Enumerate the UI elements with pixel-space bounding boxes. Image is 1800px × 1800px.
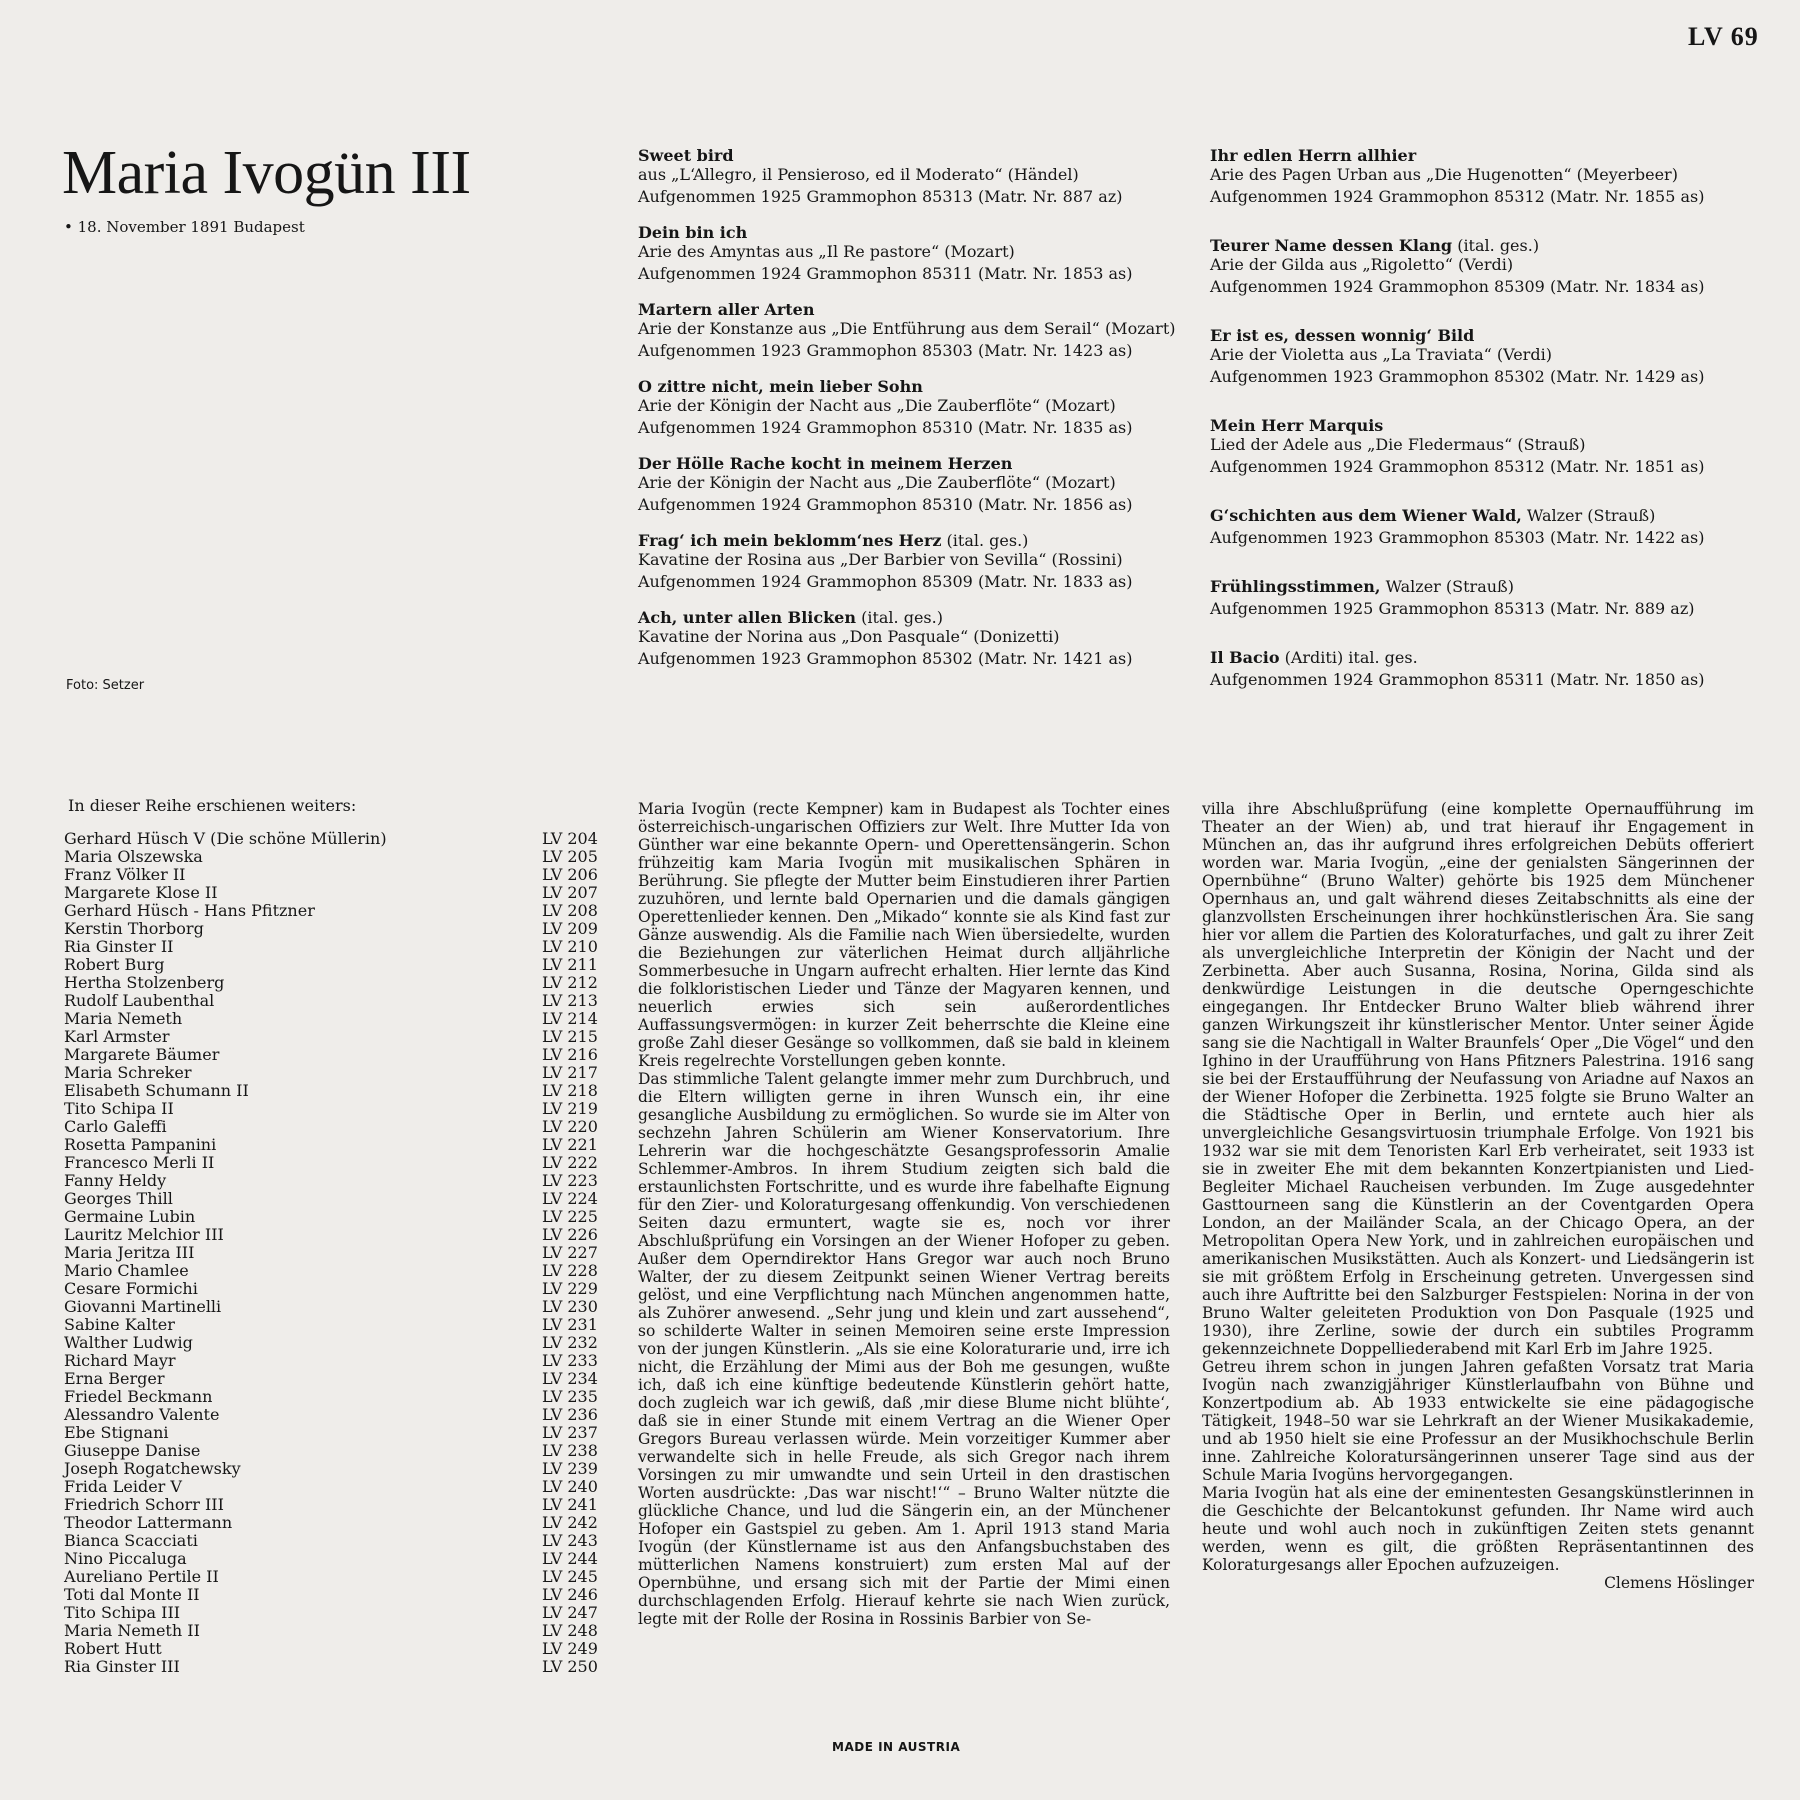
track-title: Ihr edlen Herrn allhier [1210,146,1417,165]
track-entry [638,454,1178,514]
series-artist: Nino Piccaluga [64,1549,187,1568]
series-catalog-number: LV 221 [542,1135,598,1154]
birth-date: • 18. November 1891 Budapest [64,218,305,236]
series-artist: Frida Leider V [64,1477,182,1496]
track-entry [638,608,1178,668]
series-item [64,920,604,938]
series-artist: Maria Nemeth II [64,1621,200,1640]
series-item [64,1514,604,1532]
series-artist: Carlo Galeffi [64,1117,167,1136]
series-artist: Toti dal Monte II [64,1585,200,1604]
series-artist: Tito Schipa III [64,1603,181,1622]
series-item [64,1424,604,1442]
series-catalog-number: LV 215 [542,1027,598,1046]
series-item [64,1496,604,1514]
series-catalog-number: LV 223 [542,1171,598,1190]
series-item [64,866,604,884]
series-item [64,1532,604,1550]
series-item [64,1370,604,1388]
track-description: Kavatine der Rosina aus „Der Barbier von Sevilla“ (Rossini) [638,550,1123,569]
series-artist: Giovanni Martinelli [64,1297,222,1316]
track-heading [1210,648,1750,667]
series-item [64,1064,604,1082]
series-artist: Maria Schreker [64,1063,192,1082]
series-artist: Joseph Rogatchewsky [64,1459,241,1478]
series-catalog-number: LV 235 [542,1387,598,1406]
series-catalog-number: LV 248 [542,1621,598,1640]
track-description: Arie der Königin der Nacht aus „Die Zauberflöte“ (Mozart) [638,473,1116,492]
track-description: Arie des Amyntas aus „Il Re pastore“ (Mozart) [638,242,1015,261]
series-artist: Germaine Lubin [64,1207,196,1226]
series-artist: Friedel Beckmann [64,1387,213,1406]
series-catalog-number: LV 214 [542,1009,598,1028]
series-catalog-number: LV 237 [542,1423,598,1442]
track-recording: Aufgenommen 1924 Grammophon 85311 (Matr. Nr. 1853 as) [638,264,1133,283]
track-entry [1210,648,1750,689]
series-catalog-number: LV 243 [542,1531,598,1550]
page-title: Maria Ivogün III [62,139,471,207]
series-item [64,1604,604,1622]
series-catalog-number: LV 229 [542,1279,598,1298]
series-catalog-number: LV 210 [542,937,598,956]
track-recording: Aufgenommen 1924 Grammophon 85310 (Matr. Nr. 1835 as) [638,418,1133,437]
series-item [64,1586,604,1604]
series-heading: In dieser Reihe erschienen weiters: [68,796,357,815]
series-item [64,1568,604,1586]
series-artist: Richard Mayr [64,1351,176,1370]
series-catalog-number: LV 219 [542,1099,598,1118]
series-catalog-number: LV 236 [542,1405,598,1424]
series-catalog-number: LV 226 [542,1225,598,1244]
series-catalog-number: LV 244 [542,1549,598,1568]
bio-author: Clemens Höslinger [1604,1574,1754,1592]
series-catalog-number: LV 220 [542,1117,598,1136]
series-item [64,1028,604,1046]
series-catalog-number: LV 224 [542,1189,598,1208]
series-catalog-number: LV 233 [542,1351,598,1370]
track-title: Er ist es, dessen wonnig‘ Bild [1210,326,1475,345]
track-title: Frag‘ ich mein beklomm‘nes Herz [638,531,942,550]
biography-column-2 [1202,800,1754,1592]
series-artist: Erna Berger [64,1369,165,1388]
track-entry [1210,146,1750,206]
track-heading [638,608,1178,627]
series-artist: Sabine Kalter [64,1315,175,1334]
series-artist: Robert Burg [64,955,165,974]
series-item [64,1154,604,1172]
series-artist: Lauritz Melchior III [64,1225,224,1244]
series-artist: Bianca Scacciati [64,1531,198,1550]
series-artist: Ria Ginster II [64,937,174,956]
series-catalog-number: LV 234 [542,1369,598,1388]
catalog-number: LV 69 [1688,22,1759,51]
track-list-left [638,146,1178,685]
track-recording: Aufgenommen 1924 Grammophon 85311 (Matr. Nr. 1850 as) [1210,670,1705,689]
bio-paragraph: Getreu ihrem schon in jungen Jahren gefaßten Vorsatz trat Maria Ivogün nach zwanzigjähriger Künstlerlaufbahn von Bühne und Konzertpodium ab. Ab 1933 entwickelte sie eine pädagogische Tätigkeit, 1948–50 war sie Lehrkraft an der Wiener Musikakademie, und ab 1950 hielt sie eine Professur an der Musikhochschule Berlin inne. Zahlreiche Koloratursängerinnen unserer Tage sind aus der Schule Maria Ivogüns hervorgegangen. [1202,1358,1754,1484]
track-description: aus „L‘Allegro, il Pensieroso, ed il Moderato“ (Händel) [638,165,1079,184]
bio-paragraph: Das stimmliche Talent gelangte immer mehr zum Durchbruch, und die Eltern willigten gerne in ihren Wunsch ein, ihr eine gesangliche Ausbildung zu ermöglichen. So wurde sie im Alter von sechzehn Jahren Schülerin am Wiener Konservatorium. Ihre Lehrerin war die hochgeschätzte Gesangsprofessorin Amalie Schlemmer-Ambros. In ihrem Studium zeigten sich bald die erstaunlichsten Fortschritte, und es wurde ihre fabelhafte Eignung für den Zier- und Koloraturgesang offenkundig. Von verschiedenen Seiten dazu ermuntert, wagte sie es, noch vor ihrer Abschlußprüfung ein Vorsingen an der Wiener Hofoper zu geben. Außer dem Operndirektor Hans Gregor war auch noch Bruno Walter, der zu diesem Zeitpunkt seinen Wiener Vertrag bereits gelöst, und eine Verpflichtung nach München angenommen hatte, als Zuhörer anwesend. „Sehr jung und klein und zart aussehend“, so schilderte Walter in seinen Memoiren seine erste Impression von der jungen Künstlerin. „Als sie eine Koloraturarie und, irre ich nicht, die Erzählung der Mimi aus der Boh me gesungen, wußte ich, daß ich eine künftige bedeutende Künstlerin gehört hatte, doch zugleich war ich gewiß, daß ‚mir diese Blume nicht blühte‘, daß sie in einer Stunde mit einem Vertrag an die Wiener Oper Gregors Bureau verlassen würde. Mein vorzeitiger Kummer aber verwandelte sich in helle Freude, als sich Gregor nach ihrem Vorsingen zu mir umwandte und sein Urteil in den drastischen Worten ausdrückte: ‚Das war nischt!‘“ – Bruno Walter nützte die glückliche Chance, und lud die Sängerin ein, an der Münchener Hofoper ein Gastspiel zu geben. Am 1. April 1913 stand Maria Ivogün (der Künstlername ist aus den Anfangsbuchstaben des mütterlichen Namens konstruiert) zum ersten Mal auf der Opernbühne, und ersang sich mit der Partie der Mimi einen durchschlagenden Erfolg. Hierauf kehrte sie nach Wien zurück, legte mit der Rolle der Rosina in Rossinis Barbier von Se- [638,1070,1170,1628]
series-artist: Elisabeth Schumann II [64,1081,249,1100]
track-heading [1210,326,1750,345]
track-recording: Aufgenommen 1923 Grammophon 85302 (Matr. Nr. 1421 as) [638,649,1133,668]
track-recording: Aufgenommen 1924 Grammophon 85312 (Matr. Nr. 1855 as) [1210,187,1705,206]
series-artist: Giuseppe Danise [64,1441,201,1460]
series-item [64,1442,604,1460]
series-artist: Friedrich Schorr III [64,1495,224,1514]
series-item [64,1262,604,1280]
series-catalog-number: LV 216 [542,1045,598,1064]
track-heading [1210,416,1750,435]
track-note: (Arditi) ital. ges. [1279,648,1418,667]
track-title: Martern aller Arten [638,300,815,319]
track-heading [1210,506,1750,525]
track-description: Arie der Gilda aus „Rigoletto“ (Verdi) [1210,255,1514,274]
track-entry [1210,416,1750,476]
series-item [64,1352,604,1370]
track-title: Sweet bird [638,146,734,165]
track-title: Der Hölle Rache kocht in meinem Herzen [638,454,1013,473]
series-item [64,938,604,956]
series-item [64,1280,604,1298]
series-catalog-number: LV 230 [542,1297,598,1316]
series-item [64,1550,604,1568]
series-catalog-number: LV 241 [542,1495,598,1514]
track-entry [638,300,1178,360]
series-catalog-number: LV 213 [542,991,598,1010]
track-recording: Aufgenommen 1923 Grammophon 85303 (Matr. Nr. 1423 as) [638,341,1133,360]
series-item [64,1208,604,1226]
series-catalog-number: LV 228 [542,1261,598,1280]
series-catalog-number: LV 249 [542,1639,598,1658]
track-title: Ach, unter allen Blicken [638,608,856,627]
series-item [64,1136,604,1154]
series-artist: Ria Ginster III [64,1657,180,1676]
series-item [64,1334,604,1352]
track-entry [638,531,1178,591]
series-artist: Franz Völker II [64,865,186,884]
series-catalog-number: LV 239 [542,1459,598,1478]
series-item [64,1010,604,1028]
track-note: Walzer (Strauß) [1380,577,1514,596]
series-catalog-number: LV 212 [542,973,598,992]
series-catalog-number: LV 232 [542,1333,598,1352]
track-list-right [1210,146,1750,719]
series-item [64,1100,604,1118]
track-heading [638,454,1178,473]
track-entry [638,377,1178,437]
series-artist: Robert Hutt [64,1639,162,1658]
track-title: Frühlingsstimmen, [1210,577,1381,596]
series-artist: Gerhard Hüsch - Hans Pfitzner [64,901,315,920]
track-recording: Aufgenommen 1924 Grammophon 85309 (Matr. Nr. 1834 as) [1210,277,1705,296]
series-item [64,1298,604,1316]
series-artist: Rosetta Pampanini [64,1135,217,1154]
series-artist: Fanny Heldy [64,1171,167,1190]
series-catalog-number: LV 222 [542,1153,598,1172]
series-artist: Margarete Bäumer [64,1045,220,1064]
track-title: Teurer Name dessen Klang [1210,236,1453,255]
series-item [64,1658,604,1676]
series-artist: Hertha Stolzenberg [64,973,225,992]
series-item [64,974,604,992]
series-artist: Cesare Formichi [64,1279,198,1298]
track-heading [638,531,1178,550]
track-heading [1210,146,1750,165]
series-item [64,1460,604,1478]
series-artist: Tito Schipa II [64,1099,174,1118]
series-catalog-number: LV 238 [542,1441,598,1460]
series-item [64,1316,604,1334]
track-title: Mein Herr Marquis [1210,416,1384,435]
series-item [64,1640,604,1658]
series-catalog-number: LV 218 [542,1081,598,1100]
track-entry [1210,577,1750,618]
series-item [64,1388,604,1406]
track-recording: Aufgenommen 1925 Grammophon 85313 (Matr. Nr. 887 az) [638,187,1123,206]
series-catalog-number: LV 247 [542,1603,598,1622]
series-artist: Maria Nemeth [64,1009,183,1028]
series-catalog-number: LV 217 [542,1063,598,1082]
series-catalog-number: LV 227 [542,1243,598,1262]
track-recording: Aufgenommen 1925 Grammophon 85313 (Matr. Nr. 889 az) [1210,599,1695,618]
series-artist: Margarete Klose II [64,883,218,902]
series-catalog-number: LV 250 [542,1657,598,1676]
series-item [64,1478,604,1496]
series-item [64,830,604,848]
bio-paragraph: Maria Ivogün (recte Kempner) kam in Budapest als Tochter eines österreichisch-ungarischen Offiziers zur Welt. Ihre Mutter Ida von Günther war eine bekannte Opern- und Operettensängerin. Schon frühzeitig kam Maria Ivogün mit musikalischen Sphären in Berührung. Sie pflegte der Mutter beim Einstudieren ihrer Partien zuzuhören, und lernte bald Opernarien und die damals gängigen Operettenlieder kennen. Den „Mikado“ konnte sie als Kind fast zur Gänze auswendig. Als die Familie nach Wien übersiedelte, wurden die Beziehungen zur väterlichen Heimat durch alljährliche Sommerbesuche in Ungarn aufrecht erhalten. Hier lernte das Kind die folkloristischen Lieder und Tänze der Magyaren kennen, und neuerlich erwies sich sein außerordentliches Auffassungsvermögen: in kurzer Zeit beherrschte die Kleine eine große Zahl dieser Gesänge so vollkommen, daß sie bald in kleinem Kreis regelrechte Vorstellungen geben konnte. [638,800,1170,1070]
track-description: Lied der Adele aus „Die Fledermaus“ (Strauß) [1210,435,1586,454]
track-recording: Aufgenommen 1923 Grammophon 85302 (Matr. Nr. 1429 as) [1210,367,1705,386]
series-artist: Gerhard Hüsch V (Die schöne Müllerin) [64,829,387,848]
series-catalog-number: LV 240 [542,1477,598,1496]
track-entry [638,223,1178,283]
series-catalog-number: LV 225 [542,1207,598,1226]
series-artist: Rudolf Laubenthal [64,991,215,1010]
series-item [64,848,604,866]
series-item [64,1244,604,1262]
series-item [64,956,604,974]
track-recording: Aufgenommen 1924 Grammophon 85310 (Matr. Nr. 1856 as) [638,495,1133,514]
track-description: Arie der Königin der Nacht aus „Die Zauberflöte“ (Mozart) [638,396,1116,415]
track-note: Walzer (Strauß) [1521,506,1656,525]
series-artist: Alessandro Valente [64,1405,220,1424]
track-description: Arie der Konstanze aus „Die Entführung aus dem Serail“ (Mozart) [638,319,1176,338]
track-entry [1210,506,1750,547]
series-item [64,992,604,1010]
series-catalog-number: LV 231 [542,1315,598,1334]
series-artist: Aureliano Pertile II [64,1567,219,1586]
track-heading [638,146,1178,165]
track-entry [638,146,1178,206]
series-catalog-number: LV 246 [542,1585,598,1604]
series-artist: Maria Jeritza III [64,1243,195,1262]
series-catalog-number: LV 209 [542,919,598,938]
series-artist: Georges Thill [64,1189,173,1208]
series-catalog-number: LV 208 [542,901,598,920]
track-description: Kavatine der Norina aus „Don Pasquale“ (Donizetti) [638,627,1060,646]
track-description: Arie der Violetta aus „La Traviata“ (Verdi) [1210,345,1552,364]
series-artist: Maria Olszewska [64,847,203,866]
track-title: Dein bin ich [638,223,748,242]
series-catalog-number: LV 211 [542,955,598,974]
series-item [64,902,604,920]
series-catalog-number: LV 204 [542,829,598,848]
series-item [64,1406,604,1424]
series-item [64,1226,604,1244]
track-heading [638,300,1178,319]
series-artist: Francesco Merli II [64,1153,215,1172]
track-heading [1210,577,1750,596]
track-title: Il Bacio [1210,648,1280,667]
track-note: (ital. ges.) [1452,236,1540,255]
track-title: G‘schichten aus dem Wiener Wald, [1210,506,1522,525]
series-list [64,830,604,1676]
track-recording: Aufgenommen 1923 Grammophon 85303 (Matr. Nr. 1422 as) [1210,528,1705,547]
series-artist: Ebe Stignani [64,1423,169,1442]
series-catalog-number: LV 245 [542,1567,598,1586]
made-in-label: MADE IN AUSTRIA [832,1740,961,1754]
series-item [64,1046,604,1064]
series-catalog-number: LV 207 [542,883,598,902]
track-heading [638,223,1178,242]
track-entry [1210,326,1750,386]
series-item [64,1190,604,1208]
track-heading [1210,236,1750,255]
track-recording: Aufgenommen 1924 Grammophon 85312 (Matr. Nr. 1851 as) [1210,457,1705,476]
series-item [64,1118,604,1136]
track-description: Arie des Pagen Urban aus „Die Hugenotten“ (Meyerbeer) [1210,165,1678,184]
track-entry [1210,236,1750,296]
track-title: O zittre nicht, mein lieber Sohn [638,377,923,396]
series-artist: Theodor Lattermann [64,1513,233,1532]
series-catalog-number: LV 206 [542,865,598,884]
series-catalog-number: LV 205 [542,847,598,866]
series-artist: Kerstin Thorborg [64,919,204,938]
bio-paragraph: Maria Ivogün hat als eine der eminentesten Gesangskünstlerinnen in die Geschichte der Belcantokunst gefunden. Ihr Name wird auch heute und wohl auch noch in zukünftigen Zeiten stets genannt werden, wenn es gilt, die größten Repräsentantinnen des Koloraturgesangs aller Epochen aufzuzeigen. [1202,1484,1754,1574]
bio-paragraph: villa ihre Abschlußprüfung (eine komplette Opernaufführung im Theater an der Wien) ab, und trat hierauf ihr Engagement in München an, das ihr aufgrund ihres erfolgreichen Debüts offeriert worden war. Maria Ivogün, „eine der genialsten Sängerinnen der Opernbühne“ (Bruno Walter) gehörte bis 1925 dem Münchener Opernhaus an, und galt während dieses Zeitabschnitts als eine der glanzvollsten Erscheinungen ihrer hochkünstlerischen Ära. Sie sang hier vor allem die Partien des Koloraturfaches, und galt zu ihrer Zeit als unvergleichliche Interpretin der Königin der Nacht und der Zerbinetta. Aber auch Susanna, Rosina, Norina, Gilda sind als denkwürdige Leistungen in die deutsche Operngeschichte eingegangen. Ihr Entdecker Bruno Walter blieb während ihrer ganzen Wirkungszeit ihr künstlerischer Mentor. Unter seiner Ägide sang sie die Nachtigall in Walter Braunfels‘ Oper „Die Vögel“ und den Ighino in der Uraufführung von Hans Pfitzners Palestrina. 1916 sang sie bei der Erstaufführung der Neufassung von Ariadne auf Naxos an der Wiener Hofoper die Zerbinetta. 1925 folgte sie Bruno Walter an die Städtische Oper in Berlin, und erntete auch hier als unvergleichliche Gesangsvirtuosin triumphale Erfolge. Von 1921 bis 1932 war sie mit dem Tenoristen Karl Erb verheiratet, seit 1933 ist sie in zweiter Ehe mit dem bekannten Konzertpianisten und Lied-Begleiter Michael Raucheisen verbunden. Im Zuge ausgedehnter Gasttourneen sang die Künstlerin an der Coventgarden Opera London, an der Mailänder Scala, an der Chicago Opera, an der Metropolitan Opera New York, und in zahlreichen europäischen und amerikanischen Musikstätten. Auch als Konzert- und Liedsängerin ist sie mit größtem Erfolg in Erscheinung getreten. Unvergessen sind auch ihre Auftritte bei den Salzburger Festspielen: Norina in der von Bruno Walter geleiteten Produktion von Don Pasquale (1925 und 1930), ihre Zerline, sowie der durch ein subtiles Programm gekennzeichnete Doppelliederabend mit Karl Erb im Jahre 1925. [1202,800,1754,1358]
series-item [64,1172,604,1190]
biography-column-1 [638,800,1170,1628]
series-item [64,884,604,902]
track-recording: Aufgenommen 1924 Grammophon 85309 (Matr. Nr. 1833 as) [638,572,1133,591]
series-catalog-number: LV 242 [542,1513,598,1532]
series-artist: Mario Chamlee [64,1261,189,1280]
track-note: (ital. ges.) [941,531,1029,550]
series-item [64,1082,604,1100]
photo-credit: Foto: Setzer [66,678,145,693]
series-artist: Walther Ludwig [64,1333,193,1352]
series-item [64,1622,604,1640]
track-note: (ital. ges.) [856,608,943,627]
track-heading [638,377,1178,396]
series-artist: Karl Armster [64,1027,170,1046]
